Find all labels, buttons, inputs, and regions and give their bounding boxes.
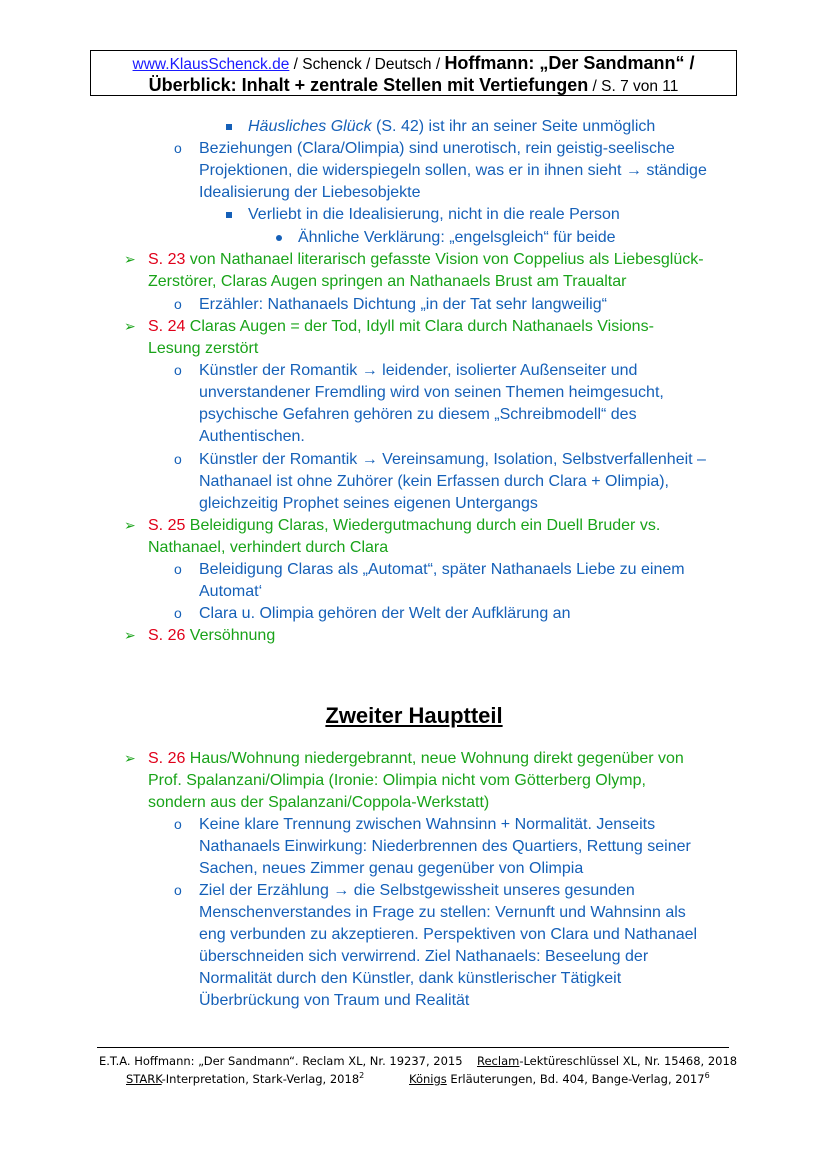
text-line: Ähnliche Verklärung: „engelsgleich“ für beide (298, 229, 616, 246)
circle-bullet-icon: o (174, 816, 182, 832)
text-line: Ziel der Erzählung → die Selbstgewissheit unseres gesunden (199, 882, 635, 899)
text-line: Clara u. Olimpia gehören der Welt der Aufklärung an (199, 605, 571, 622)
text-line: Zerstörer, Claras Augen springen an Nathanaels Brust am Traualtar (148, 273, 627, 290)
header-path: / Schenck / Deutsch / (289, 56, 445, 73)
footer-source-3: STARK-Interpretation, Stark-Verlag, 2018$^2$ (126, 1071, 365, 1086)
arrow-bullet-icon: ➢ (124, 251, 136, 267)
text-line: Projektionen, die widerspiegeln sollen, was er in ihnen sieht → ständige (199, 162, 707, 179)
text-line: Lesung zerstört (148, 340, 259, 357)
circle-bullet-icon: o (174, 451, 182, 467)
circle-bullet-icon: o (174, 296, 182, 312)
text-line: Künstler der Romantik → Vereinsamung, Isolation, Selbstverfallenheit – (199, 451, 706, 468)
text-line: überschneiden sich verwirrend. Ziel Nathanaels: Beseelung der (199, 948, 649, 965)
header-page-number: / S. 7 von 11 (588, 78, 679, 95)
text-line: Menschenverstandes in Frage zu stellen: Vernunft und Wahnsinn als (199, 904, 686, 921)
text-line: Keine klare Trennung zwischen Wahnsinn + Normalität. Jenseits (199, 816, 656, 833)
footer-source-2: Reclam-Lektüreschlüssel XL, Nr. 15468, 2018 (477, 1054, 738, 1068)
arrow-bullet-icon: ➢ (124, 318, 136, 334)
circle-bullet-icon: o (174, 882, 182, 898)
section-title: Zweiter Hauptteil (325, 703, 503, 728)
text-line: Verliebt in die Idealisierung, nicht in die reale Person (248, 206, 620, 223)
text-line: Prof. Spalanzani/Olimpia (Ironie: Olimpia nicht vom Götterberg Olymp, (148, 772, 646, 789)
square-bullet-icon (226, 212, 232, 218)
square-bullet-icon (226, 124, 232, 130)
text-line: Erzähler: Nathanaels Dichtung „in der Tat sehr langweilig“ (199, 296, 607, 313)
footer-divider (97, 1047, 729, 1048)
text-line: Beleidigung Claras als „Automat“, später Nathanaels Liebe zu einem (199, 561, 685, 578)
text-line: sondern aus der Spalanzani/Coppola-Werkstatt) (148, 794, 490, 811)
text-line: S. 23 von Nathanael literarisch gefasste Vision von Coppelius als Liebesglück- (148, 251, 704, 268)
text-line: Normalität durch den Künstler, dank künstlerischer Tätigkeit (199, 970, 622, 987)
text-line: unverstandener Fremdling wird von seinen Themen heimgesucht, (199, 384, 664, 401)
text-line: Nathanael ist ohne Zuhörer (kein Erfassen durch Clara + Olimpia), (199, 473, 669, 490)
dot-bullet-icon (276, 235, 282, 241)
arrow-bullet-icon: ➢ (124, 627, 136, 643)
header-line-2 (91, 75, 736, 97)
website-link[interactable]: www.KlausSchenck.de (132, 56, 290, 73)
header-title: Hoffmann: „Der Sandmann“ / (444, 53, 695, 73)
text-line: S. 26 Haus/Wohnung niedergebrannt, neue Wohnung direkt gegenüber von (148, 750, 684, 767)
arrow-bullet-icon: ➢ (124, 750, 136, 766)
text-line: eng verbunden zu akzeptieren. Perspektiven von Clara und Nathanael (199, 926, 698, 943)
footer-source-4: Königs Erläuterungen, Bd. 404, Bange-Verlag, 2017$^6$ (409, 1071, 710, 1086)
text-line: S. 25 Beleidigung Claras, Wiedergutmachung durch ein Duell Bruder vs. (148, 517, 661, 534)
text-line: Authentischen. (199, 428, 305, 445)
page-header (90, 50, 737, 96)
text-line: Beziehungen (Clara/Olimpia) sind unerotisch, rein geistig-seelische (199, 140, 675, 157)
header-line-1 (91, 53, 736, 75)
text-line: psychische Gefahren gehören zu diesem „Schreibmodell“ des (199, 406, 637, 423)
text-line: Häusliches Glück (S. 42) ist ihr an seiner Seite unmöglich (248, 118, 656, 135)
footer-source-1: E.T.A. Hoffmann: „Der Sandmann“. Reclam XL, Nr. 19237, 2015 (99, 1054, 463, 1068)
text-line: gleichzeitig Prophet seines eigenen Untergangs (199, 495, 538, 512)
circle-bullet-icon: o (174, 140, 182, 156)
circle-bullet-icon: o (174, 605, 182, 621)
text-line: Idealisierung der Liebesobjekte (199, 184, 421, 201)
text-line: Sachen, neues Zimmer genau gegenüber von Olimpia (199, 860, 584, 877)
text-line: Nathanael, verhindert durch Clara (148, 539, 389, 556)
header-subtitle: Überblick: Inhalt + zentrale Stellen mit Vertiefungen (148, 75, 589, 95)
circle-bullet-icon: o (174, 362, 182, 378)
arrow-bullet-icon: ➢ (124, 517, 136, 533)
text-line: S. 26 Versöhnung (148, 627, 276, 644)
circle-bullet-icon: o (174, 561, 182, 577)
text-line: Überbrückung von Traum und Realität (199, 992, 470, 1009)
text-line: Nathanaels Einwirkung: Niederbrennen des Quartiers, Rettung seiner (199, 838, 691, 855)
text-line: Automat‘ (199, 583, 263, 600)
text-line: Künstler der Romantik → leidender, isolierter Außenseiter und (199, 362, 638, 379)
text-line: S. 24 Claras Augen = der Tod, Idyll mit Clara durch Nathanaels Visions- (148, 318, 654, 335)
